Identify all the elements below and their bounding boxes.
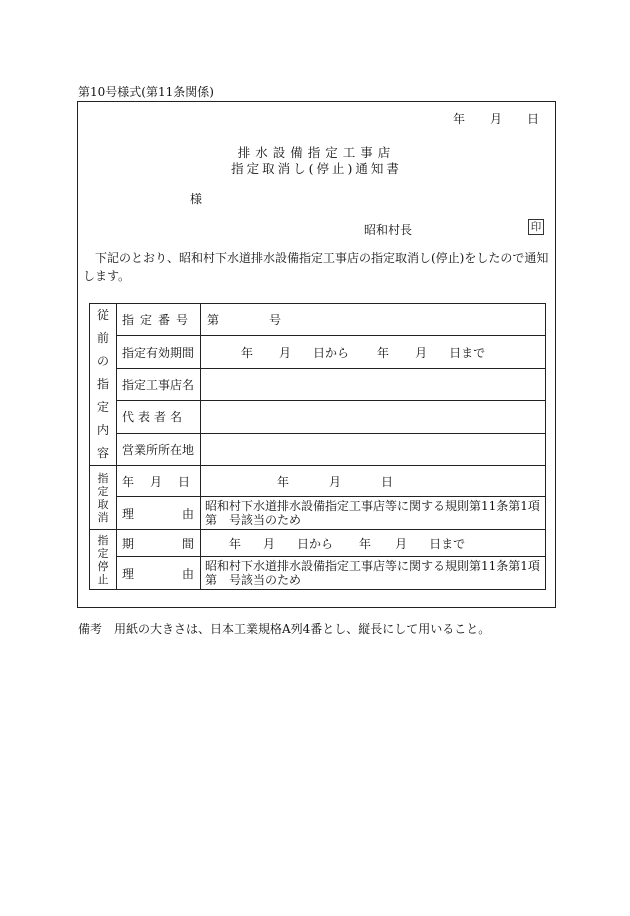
designation-number-label: 指定番号 xyxy=(117,304,201,336)
table-row xyxy=(90,401,546,433)
issue-date xyxy=(453,110,539,127)
date-month: 月 xyxy=(489,112,502,126)
document-title-line2: 指定取消し(停止)通知書 xyxy=(231,161,402,176)
shop-name-label: 指定工事店名 xyxy=(117,368,201,400)
table-row xyxy=(90,304,546,336)
table-row xyxy=(90,368,546,400)
addressee: 様 xyxy=(190,192,203,206)
notice-body-text: 下記のとおり、昭和村下水道排水設備指定工事店の指定取消し(停止)をしたので通知します。 xyxy=(83,251,549,283)
date-day: 日 xyxy=(526,112,539,126)
table-row xyxy=(90,466,546,497)
notice-details-table xyxy=(89,303,546,590)
suspension-period-value: 年 月 日から 年 月 日まで xyxy=(201,530,546,557)
cancellation-date-label: 年 月 日 xyxy=(117,466,201,497)
suspension-group-label: 指 定 停 止 xyxy=(90,530,117,590)
date-year: 年 xyxy=(452,112,465,126)
previous-designation-group-label: 従 前 の 指 定 内 容 xyxy=(90,304,117,466)
notice-form-frame xyxy=(77,101,556,608)
representative-label: 代表者名 xyxy=(117,401,201,433)
valid-period-value: 年 月 日から 年 月 日まで xyxy=(201,336,546,368)
table-row xyxy=(90,433,546,465)
cancellation-reason-value: 昭和村下水道排水設備指定工事店等に関する規則第11条第1項 第 号該当のため xyxy=(201,497,546,530)
document-title-line1: 排水設備指定工事店 xyxy=(237,145,396,160)
table-row xyxy=(90,530,546,557)
table-row xyxy=(90,336,546,368)
table-row xyxy=(90,497,546,530)
form-number: 第10号様式(第11条関係) xyxy=(78,85,214,99)
remark-note: 備考 用紙の大きさは、日本工業規格A列4番とし、縦長にして用いること。 xyxy=(78,622,491,636)
table-row xyxy=(90,557,546,590)
suspension-period-label: 期 間 xyxy=(117,530,201,557)
cancellation-date-value: 年 月 日 xyxy=(201,466,546,497)
office-address-label: 営業所所在地 xyxy=(117,433,201,465)
seal-stamp: 印 xyxy=(528,219,544,235)
office-address-value xyxy=(201,433,546,465)
designation-number-value: 第 号 xyxy=(201,304,546,336)
suspension-reason-label: 理 由 xyxy=(117,557,201,590)
representative-value xyxy=(201,401,546,433)
suspension-reason-value: 昭和村下水道排水設備指定工事店等に関する規則第11条第1項 第 号該当のため xyxy=(201,557,546,590)
shop-name-value xyxy=(201,368,546,400)
valid-period-label: 指定有効期間 xyxy=(117,336,201,368)
issuer-name: 昭和村長 xyxy=(364,223,413,237)
cancellation-reason-label: 理 由 xyxy=(117,497,201,530)
cancellation-group-label: 指 定 取 消 xyxy=(90,466,117,530)
